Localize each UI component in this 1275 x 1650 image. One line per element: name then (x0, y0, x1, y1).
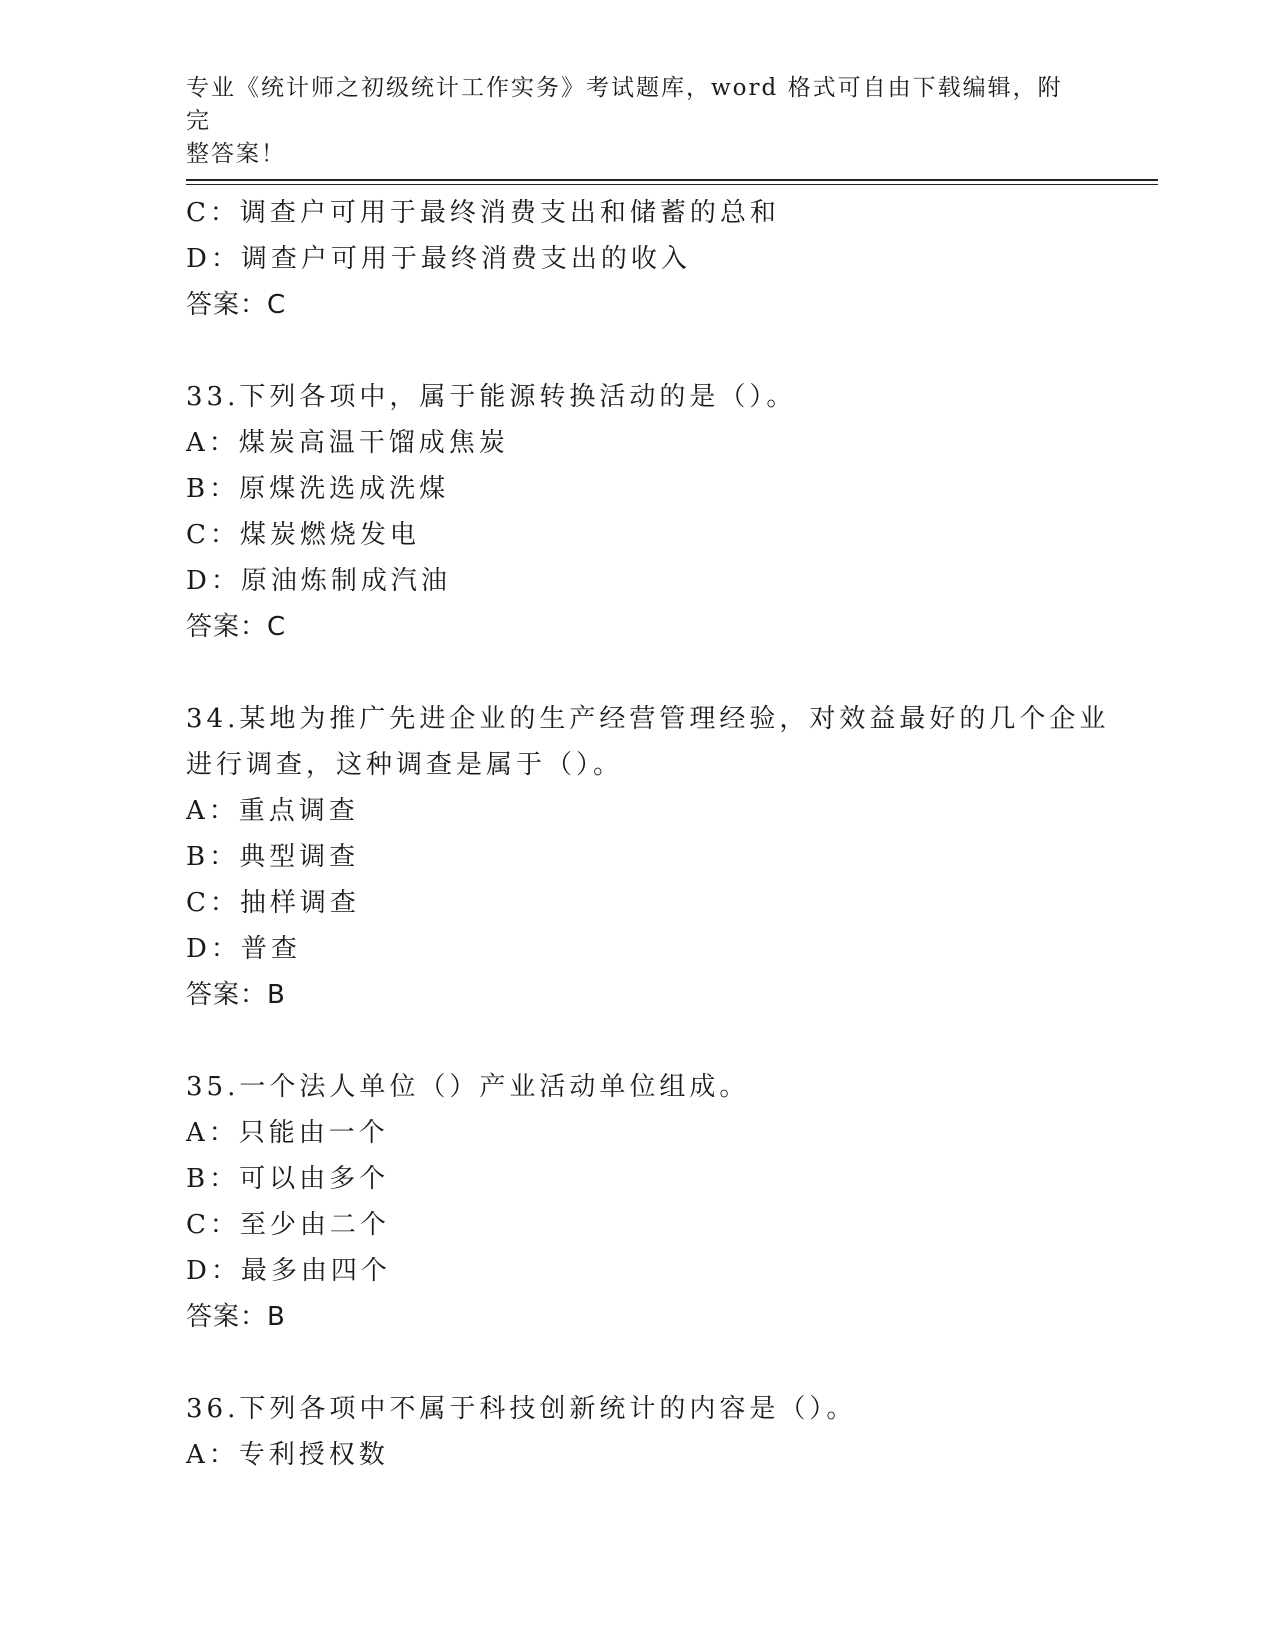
option-b: B：典型调查 (186, 842, 360, 872)
question-list (186, 190, 1110, 1478)
spacer (186, 1018, 1086, 1064)
option-a: A：重点调查 (186, 796, 359, 826)
spacer (186, 328, 1086, 374)
answer: 答案：C (186, 612, 287, 642)
header-divider-thick (186, 179, 1158, 181)
spacer (186, 650, 1086, 696)
option-a: A：煤炭高温干馏成焦炭 (186, 428, 509, 458)
spacer (186, 1340, 1086, 1386)
option-b: B：原煤洗选成洗煤 (186, 474, 450, 504)
question-text: 36.下列各项中不属于科技创新统计的内容是（）。 (186, 1394, 857, 1424)
question-text-line-1: 34.某地为推广先进企业的生产经营管理经验，对效益最好的几个企业 (186, 704, 1110, 734)
header-line-2: 整答案！ (186, 141, 286, 167)
question-35 (186, 1064, 1086, 1340)
question-34 (186, 696, 1110, 1018)
document-header (186, 72, 1066, 171)
answer: 答案：B (186, 1302, 286, 1332)
question-36 (186, 1386, 1086, 1478)
option-a: A：只能由一个 (186, 1118, 389, 1148)
header-line-1: 专业《统计师之初级统计工作实务》考试题库，word 格式可自由下载编辑，附完 (186, 75, 1063, 134)
question-33 (186, 374, 1086, 650)
option-c: C：至少由二个 (186, 1210, 390, 1240)
option-d: D：普查 (186, 934, 301, 964)
question-text: 33.下列各项中，属于能源转换活动的是（）。 (186, 382, 797, 412)
question-32-tail (186, 190, 1086, 328)
option-c: C：调查户可用于最终消费支出和储蓄的总和 (186, 198, 780, 228)
option-d: D：原油炼制成汽油 (186, 566, 451, 596)
answer: 答案：C (186, 290, 287, 320)
option-c: C：抽样调查 (186, 888, 360, 918)
question-text-line-2: 进行调查，这种调查是属于（）。 (186, 750, 624, 780)
option-d: D：最多由四个 (186, 1256, 391, 1286)
question-text: 35.一个法人单位（）产业活动单位组成。 (186, 1072, 750, 1102)
option-a: A：专利授权数 (186, 1440, 389, 1470)
answer: 答案：B (186, 980, 286, 1010)
option-d: D：调查户可用于最终消费支出的收入 (186, 244, 691, 274)
option-c: C：煤炭燃烧发电 (186, 520, 420, 550)
header-divider-thin (186, 184, 1158, 185)
option-b: B：可以由多个 (186, 1164, 390, 1194)
